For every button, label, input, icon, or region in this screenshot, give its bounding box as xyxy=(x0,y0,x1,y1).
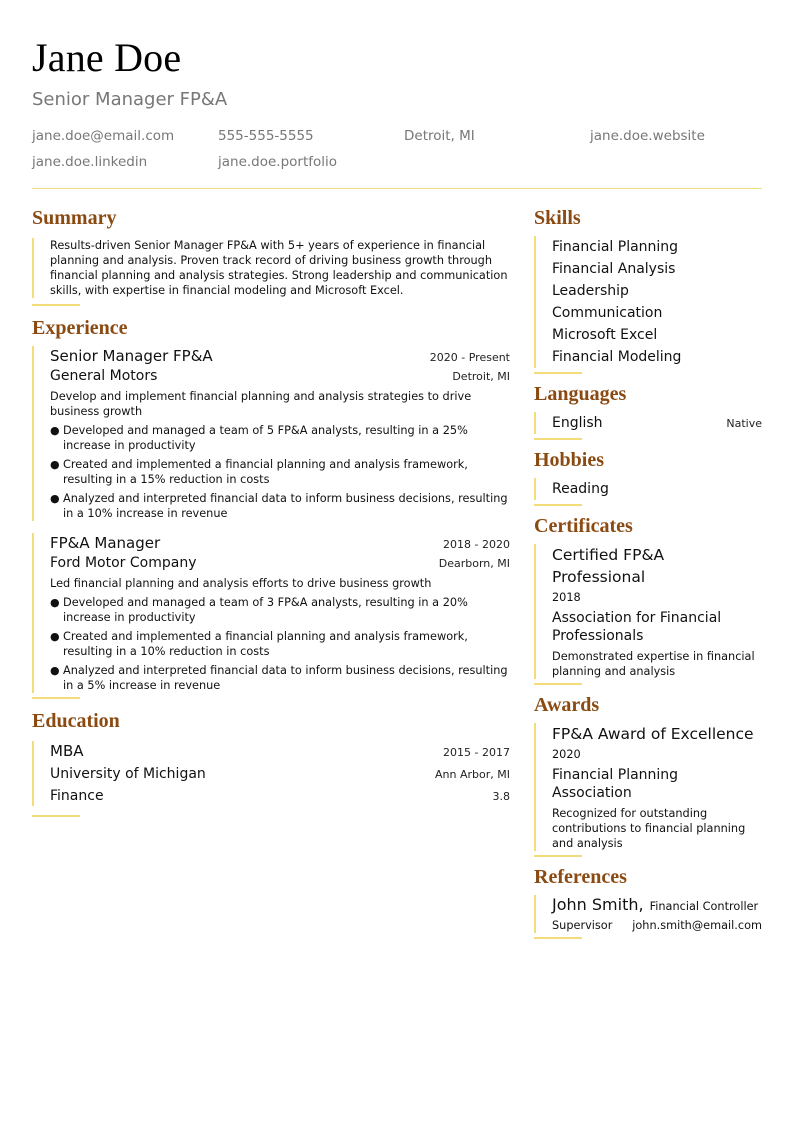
skill-item: Financial Analysis xyxy=(552,261,676,277)
award-title: FP&A Award of Excellence xyxy=(552,725,754,743)
contact-website[interactable]: jane.doe.website xyxy=(590,128,705,144)
skill-item: Microsoft Excel xyxy=(552,327,658,343)
job-company: General Motors xyxy=(50,368,158,384)
certificate-title: Certified FP&A Professional xyxy=(552,546,665,586)
reference-entry xyxy=(534,895,762,933)
section-divider xyxy=(534,372,582,374)
reference-contact-row xyxy=(552,918,762,933)
references-section xyxy=(534,865,762,939)
job-title: Senior Manager FP&A xyxy=(50,347,213,365)
bullet-text: Created and implemented a financial planning and analysis framework, resulting in a 15% reduction in costs xyxy=(63,458,468,486)
main-column xyxy=(32,206,510,825)
language-row xyxy=(552,412,762,434)
skill-item: Communication xyxy=(552,305,663,321)
award-year: 2020 xyxy=(552,748,581,761)
languages-section xyxy=(534,382,762,440)
section-divider xyxy=(32,815,80,817)
bullet-text: Analyzed and interpreted financial data to inform business decisions, resulting in a 10% increase in revenue xyxy=(63,492,508,520)
section-divider xyxy=(534,855,582,857)
job-dates: 2018 - 2020 xyxy=(443,538,510,551)
section-divider xyxy=(534,683,582,685)
education-field-row xyxy=(50,786,510,806)
certificate-year: 2018 xyxy=(552,591,581,604)
certificates-section xyxy=(534,514,762,685)
job-bullets xyxy=(50,423,510,521)
education-entry xyxy=(32,741,510,806)
language-entry xyxy=(534,412,762,434)
summary-entry xyxy=(32,238,510,298)
language-name: English xyxy=(552,415,603,431)
education-heading: Education xyxy=(32,710,120,732)
hobbies-section xyxy=(534,448,762,506)
bullet-dot-icon: ● xyxy=(50,492,60,505)
bullet-item xyxy=(50,629,510,659)
bullet-text: Analyzed and interpreted financial data to inform business decisions, resulting in a 5% increase in revenue xyxy=(63,664,508,692)
candidate-title: Senior Manager FP&A xyxy=(32,89,228,110)
reference-title: Financial Controller xyxy=(649,900,759,913)
section-divider xyxy=(32,697,80,699)
education-section xyxy=(32,709,510,817)
skill-item: Financial Planning xyxy=(552,239,679,255)
bullet-text: Developed and managed a team of 3 FP&A analysts, resulting in a 20% increase in productivity xyxy=(63,596,468,624)
field-of-study: Finance xyxy=(50,788,104,804)
job-header xyxy=(50,533,510,553)
bullet-item xyxy=(50,423,510,453)
education-header xyxy=(50,741,510,761)
section-divider xyxy=(534,937,582,939)
awards-section xyxy=(534,693,762,857)
job-bullets xyxy=(50,595,510,693)
gpa: 3.8 xyxy=(492,790,510,803)
job-entry xyxy=(32,533,510,693)
bullet-text: Created and implemented a financial planning and analysis framework, resulting in a 10% reduction in costs xyxy=(63,630,468,658)
candidate-name: Jane Doe xyxy=(32,35,182,80)
reference-email[interactable]: john.smith@email.com xyxy=(632,919,762,932)
award-entry xyxy=(534,723,762,851)
job-subheader xyxy=(50,366,510,386)
reference-relation: Supervisor xyxy=(552,919,613,932)
certificate-description: Demonstrated expertise in financial planning and analysis xyxy=(552,650,755,678)
summary-section xyxy=(32,206,510,306)
contact-portfolio[interactable]: jane.doe.portfolio xyxy=(218,154,338,170)
bullet-item xyxy=(50,457,510,487)
bullet-item xyxy=(50,491,510,521)
section-divider xyxy=(534,438,582,440)
summary-text: Results-driven Senior Manager FP&A with 5+ years of experience in financial planning and analysis. Proven track record of driving business growth through financial planning and analysis strategies. Strong leadership and communication skills, with expertise in financial modeling and Microsoft Excel. xyxy=(50,239,508,297)
hobby-item: Reading xyxy=(552,481,609,497)
bullet-dot-icon: ● xyxy=(50,596,60,609)
job-title: FP&A Manager xyxy=(50,534,161,552)
education-school-row xyxy=(50,764,510,784)
hobbies-heading: Hobbies xyxy=(534,449,605,471)
languages-heading: Languages xyxy=(534,383,627,405)
skills-list xyxy=(534,236,762,368)
bullet-dot-icon: ● xyxy=(50,630,60,643)
job-location: Dearborn, MI xyxy=(438,557,510,570)
contact-linkedin[interactable]: jane.doe.linkedin xyxy=(32,154,148,170)
award-description: Recognized for outstanding contributions to financial planning and analysis xyxy=(552,807,746,850)
certificate-issuer: Association for Financial Professionals xyxy=(552,610,722,644)
skills-section xyxy=(534,206,762,374)
job-subheader xyxy=(50,553,510,573)
job-dates: 2020 - Present xyxy=(429,351,510,364)
experience-heading: Experience xyxy=(32,317,128,339)
skill-item: Financial Modeling xyxy=(552,349,682,365)
contact-phone[interactable]: 555-555-5555 xyxy=(218,128,314,144)
job-description: Develop and implement financial planning and analysis strategies to drive business growth xyxy=(50,390,472,418)
job-company: Ford Motor Company xyxy=(50,555,197,571)
award-issuer: Financial Planning Association xyxy=(552,767,679,801)
section-divider xyxy=(32,304,80,306)
hobby-entry xyxy=(534,478,762,500)
references-heading: References xyxy=(534,866,627,888)
job-header xyxy=(50,346,510,366)
school-name: University of Michigan xyxy=(50,766,206,782)
reference-name: John Smith, xyxy=(552,895,644,914)
reference-name-row xyxy=(552,895,762,914)
education-dates: 2015 - 2017 xyxy=(443,746,510,759)
bullet-item xyxy=(50,663,510,693)
section-divider xyxy=(534,504,582,506)
summary-heading: Summary xyxy=(32,207,117,229)
bullet-dot-icon: ● xyxy=(50,424,60,437)
skills-heading: Skills xyxy=(534,207,581,229)
awards-heading: Awards xyxy=(534,694,600,716)
certificates-heading: Certificates xyxy=(534,515,633,537)
certificate-entry xyxy=(534,544,762,679)
job-location: Detroit, MI xyxy=(452,370,510,383)
degree: MBA xyxy=(50,742,84,760)
contact-info xyxy=(32,128,762,170)
side-column xyxy=(534,206,762,947)
bullet-item xyxy=(50,595,510,625)
header-divider xyxy=(32,188,762,189)
job-entry xyxy=(32,346,510,521)
school-location: Ann Arbor, MI xyxy=(435,768,510,781)
experience-section xyxy=(32,316,510,699)
language-level: Native xyxy=(726,417,762,430)
contact-location: Detroit, MI xyxy=(404,128,475,144)
skill-item: Leadership xyxy=(552,283,629,299)
bullet-text: Developed and managed a team of 5 FP&A analysts, resulting in a 25% increase in productivity xyxy=(63,424,468,452)
contact-email[interactable]: jane.doe@email.com xyxy=(32,128,175,144)
bullet-dot-icon: ● xyxy=(50,664,60,677)
job-description: Led financial planning and analysis efforts to drive business growth xyxy=(50,577,432,590)
bullet-dot-icon: ● xyxy=(50,458,60,471)
